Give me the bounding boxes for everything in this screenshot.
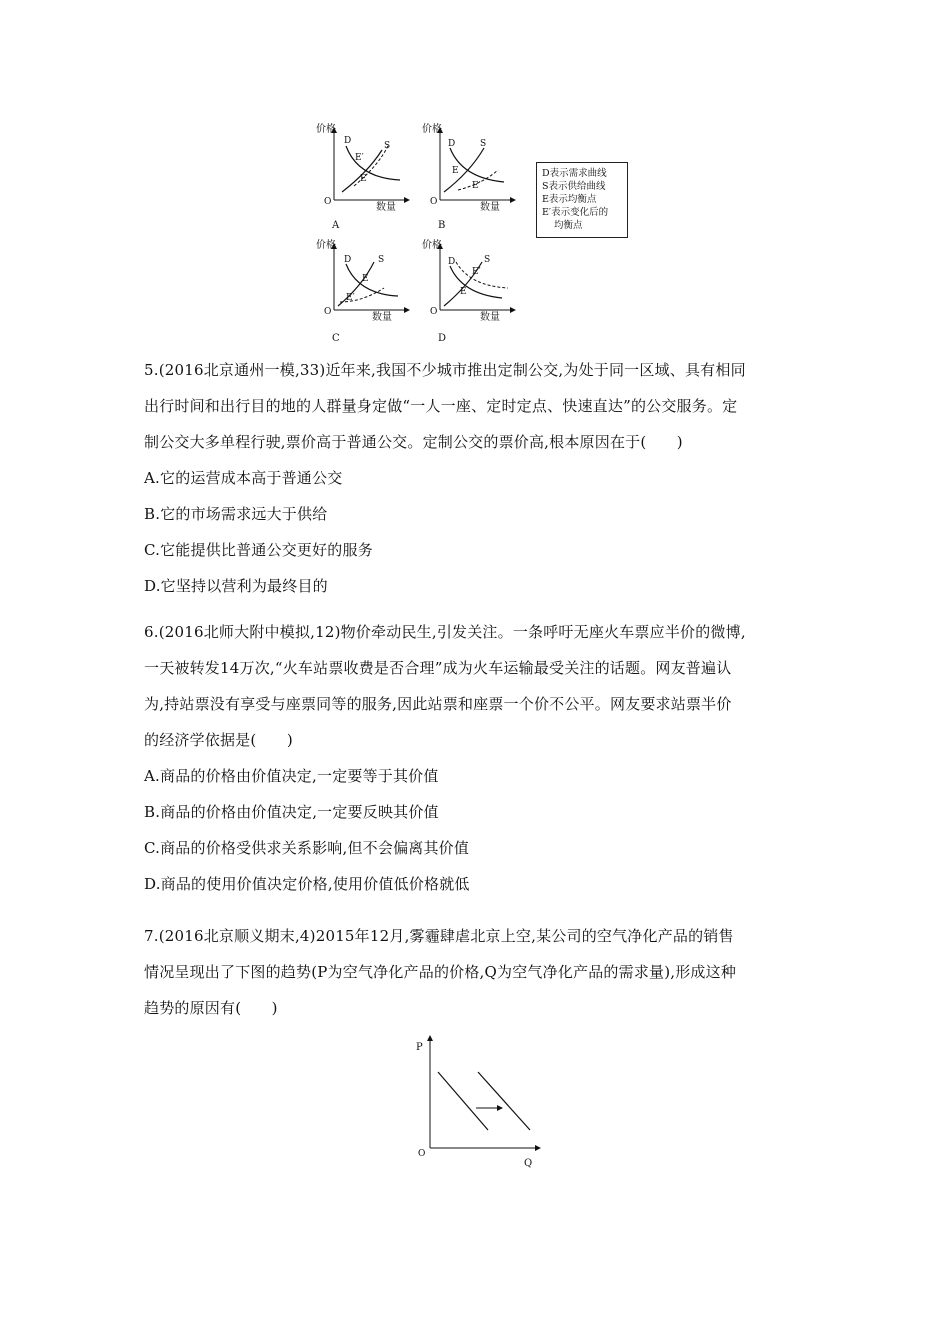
legend-box — [536, 162, 628, 238]
question-stem-line: 5.(2016北京通州一模,33)近年来,我国不少城市推出定制公交,为处于同一区域、具有相同 — [144, 361, 746, 379]
legend-item: D表示需求曲线 — [542, 168, 607, 179]
question-stem-line: 为,持站票没有享受与座票同等的服务,因此站票和座票一个价不公平。网友要求站票半价 — [144, 695, 732, 713]
q-axis-label: Q — [524, 1158, 533, 1169]
legend-item: E′表示变化后的 — [542, 207, 609, 218]
s-label: S — [378, 255, 385, 265]
e-label: E — [360, 174, 367, 184]
axis-x-label: 数量 — [372, 312, 392, 323]
demand-curve-shifted — [478, 1072, 530, 1130]
option-b[interactable]: B.商品的价格由价值决定,一定要反映其价值 — [144, 803, 439, 821]
e-prime-label: E′ — [472, 267, 481, 277]
option-d[interactable]: D.商品的使用价值决定价格,使用价值低价格就低 — [144, 875, 470, 893]
option-a[interactable]: A.它的运营成本高于普通公交 — [144, 469, 343, 487]
axis-y-label: 价格 — [316, 240, 336, 251]
origin-label: O — [418, 1149, 426, 1159]
e-label: E — [362, 274, 369, 284]
origin-label: O — [324, 307, 332, 317]
question-stem-line: 情况呈现出了下图的趋势(P为空气净化产品的价格,Q为空气净化产品的需求量),形成这种 — [144, 963, 737, 981]
s-label: S — [484, 255, 491, 265]
s-label: S — [384, 141, 391, 151]
demand-curve-original — [438, 1072, 488, 1130]
d-label: D — [448, 257, 456, 267]
demand-curve — [450, 148, 504, 182]
axis-y-label: 价格 — [422, 240, 442, 251]
legend-item: 均衡点 — [554, 220, 583, 231]
panel-a — [312, 120, 412, 235]
s-label: S — [480, 139, 487, 149]
panel-label: A — [332, 220, 340, 231]
question-stem-line: 出行时间和出行目的地的人群量身定做“一人一座、定时定点、快速直达”的公交服务。定 — [144, 397, 738, 415]
e-prime-label: E′ — [355, 153, 364, 163]
axis-y-label: 价格 — [422, 124, 442, 135]
question-stem-line: 制公交大多单程行驶,票价高于普通公交。定制公交的票价高,根本原因在于( ) — [144, 433, 683, 451]
option-c[interactable]: C.商品的价格受供求关系影响,但不会偏离其价值 — [144, 839, 470, 857]
question-stem-line: 7.(2016北京顺义期末,4)2015年12月,雾霾肆虐北京上空,某公司的空气净化产品的销售 — [144, 927, 734, 945]
axis-x-label: 数量 — [480, 202, 500, 213]
option-a[interactable]: A.商品的价格由价值决定,一定要等于其价值 — [144, 767, 439, 785]
e-prime-label: E′ — [472, 181, 481, 191]
question-7 — [144, 918, 808, 1026]
e-label: E — [452, 166, 459, 176]
question-stem-line: 的经济学依据是( ) — [144, 731, 293, 749]
option-c[interactable]: C.它能提供比普通公交更好的服务 — [144, 541, 373, 559]
e-prime-label: E′ — [346, 293, 355, 303]
panel-d — [418, 236, 518, 351]
origin-label: O — [324, 197, 332, 207]
question-stem-line: 6.(2016北师大附中模拟,12)物价牵动民生,引发关注。一条呼吁无座火车票应半价的微博, — [144, 623, 746, 641]
axis-y-label: 价格 — [316, 124, 336, 135]
d-label: D — [344, 136, 352, 146]
legend-item: S表示供给曲线 — [542, 181, 606, 192]
option-d[interactable]: D.它坚持以营利为最终目的 — [144, 577, 328, 595]
demand-shift-figure — [408, 1034, 548, 1174]
panel-label: C — [332, 333, 340, 344]
question-stem-line: 趋势的原因有( ) — [144, 999, 278, 1017]
d-label: D — [448, 139, 456, 149]
p-axis-label: P — [416, 1042, 423, 1053]
legend-item: E表示均衡点 — [542, 194, 597, 205]
question-5 — [144, 352, 808, 604]
question-stem-line: 一天被转发14万次,“火车站票收费是否合理”成为火车运输最受关注的话题。网友普遍认 — [144, 659, 732, 677]
e-label: E — [460, 287, 467, 297]
origin-label: O — [430, 307, 438, 317]
panel-c — [312, 236, 412, 351]
d-label: D — [344, 255, 352, 265]
supply-curve — [338, 262, 374, 306]
panel-label: D — [438, 333, 447, 344]
panel-label: B — [438, 220, 446, 231]
option-b[interactable]: B.它的市场需求远大于供给 — [144, 505, 328, 523]
question-6 — [144, 614, 808, 902]
origin-label: O — [430, 197, 438, 207]
axis-x-label: 数量 — [480, 312, 500, 323]
axis-x-label: 数量 — [376, 202, 396, 213]
panel-b — [418, 120, 518, 235]
